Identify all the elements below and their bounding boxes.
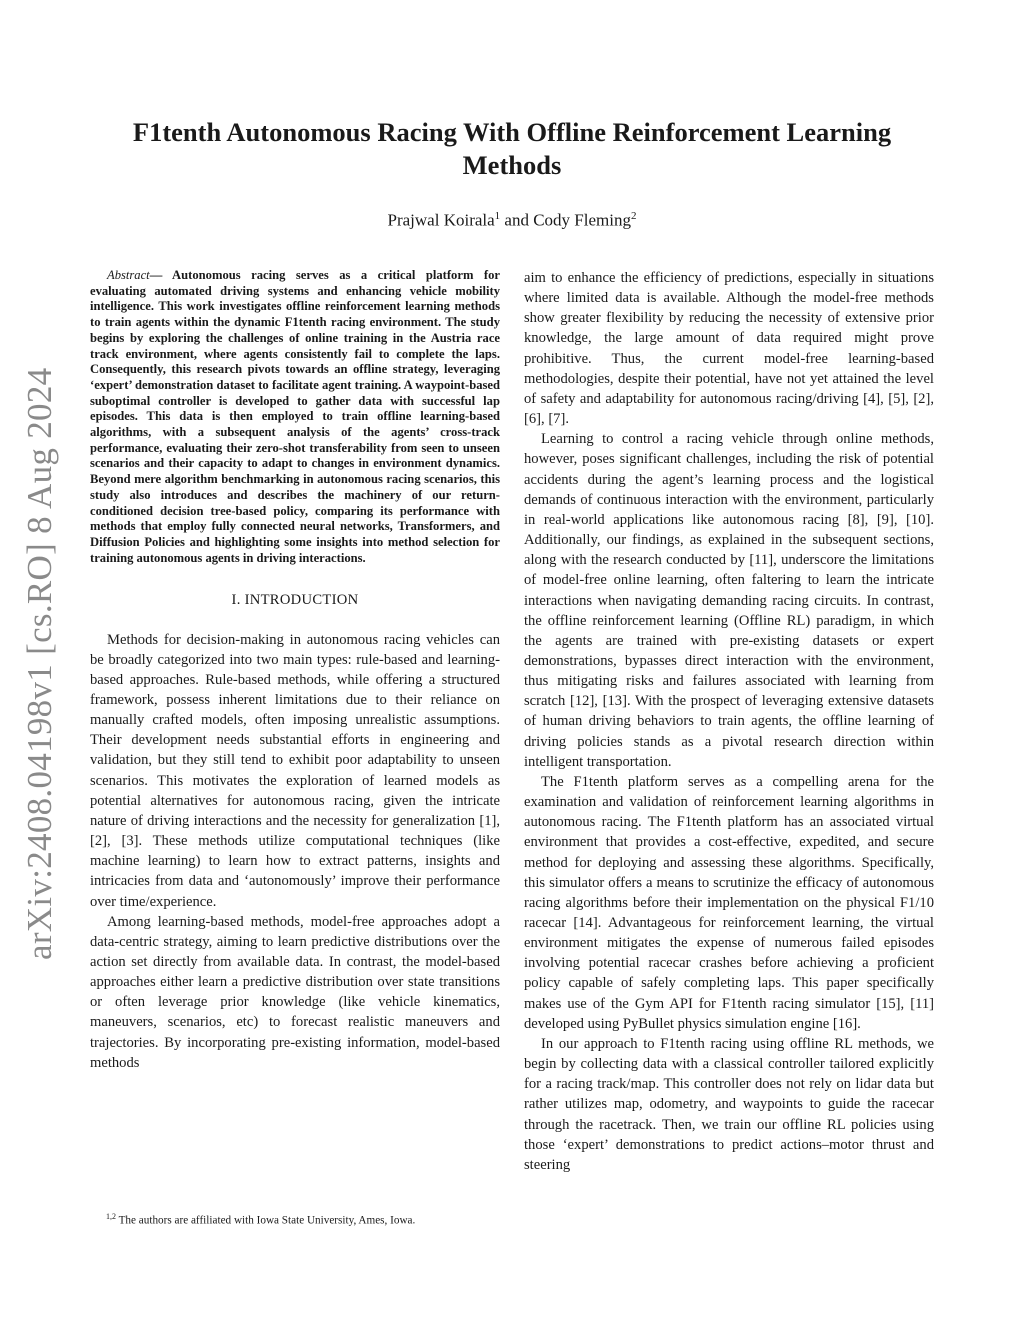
- author-name: Cody Fleming: [533, 210, 631, 230]
- footnote: [106, 1212, 500, 1227]
- paragraph: Methods for decision-making in autonomous racing vehicles can be broadly categorized into two main types: rule-based and learning-based approaches. Rule-based methods, while offering a structured framework, possess inherent limitations due to their reliance on manually crafted models, often imposing unrealistic assumptions. Their development needs substantial efforts in engineering and validation, but they still tend to exhibit poor adaptability to unseen scenarios. This motivates the exploration of learned models as potential alternatives for autonomous racing, given the intricate nature of driving interactions and the necessity for generalization [1], [2], [3]. These methods utilize computational techniques (like machine learning) to learn how to extract patterns, insights and intricacies from data and ‘autonomously’ improve their performance over time/experience.: [90, 631, 500, 910]
- section-heading: I. INTRODUCTION: [231, 592, 359, 609]
- author-joiner: and: [500, 210, 534, 230]
- footnote-text: The authors are affiliated with Iowa State University, Ames, Iowa.: [116, 1214, 416, 1227]
- paragraph: Learning to control a racing vehicle through online methods, however, poses significant challenges, including the risk of potential accidents during the agent’s learning process and the logistical demands of continuous interaction with the environment, particularly in real-world applications like autonomous racing [8], [9], [10]. Additionally, our findings, as explained in the subsequent sections, along with the research conducted by [11], underscore the limitations of model-free online learning, often faltering to learn the intricate interactions when navigating demanding racing circuits. In contrast, the offline reinforcement learning (Offline RL) paradigm, in which the agents are trained with pre-existing datasets or expert demonstrations, bypasses direct interaction with the environment, thus mitigating risks and failures associated with learning from scratch [12], [13]. With the prospect of leveraging extensive datasets of human driving behaviors to train agents, the offline learning of driving policies stands as a pivotal research direction within intelligent transportation.: [524, 431, 934, 770]
- left-column: [90, 268, 500, 1073]
- arxiv-identifier-stamp: arXiv:2408.04198v1 [cs.RO] 8 Aug 2024: [20, 367, 59, 960]
- paragraph: In our approach to F1tenth racing using offline RL methods, we begin by collecting data with a classical controller tailored explicitly for a racing track/map. This controller does not rely on lidar data but rather utilizes map, odometry, and waypoints to guide the racecar through the racetrack. Then, we train our offline RL policies using those ‘expert’ demonstrations to predict actions–motor thrust and steering: [524, 1035, 934, 1173]
- author-line: [100, 210, 924, 231]
- author-affiliation-mark: 2: [630, 210, 637, 222]
- footnote-mark: 1,2: [106, 1212, 116, 1221]
- paragraph: The F1tenth platform serves as a compelling arena for the examination and validation of reinforcement learning algorithms in autonomous racing. The F1tenth platform has an associated virtual environment that provides a cost-effective, expedited, and secure method for deploying and assessing these algorithms. Specifically, this simulator offers a means to scrutinize the efficacy of autonomous racing algorithms before their implementation on the physical F1/10 racecar [14]. Advantageous for reinforcement learning, the virtual environment mitigates the expense of numerous failed episodes involving potential racecar crashes before achieving a proficient policy capable of safely completing laps. This paper specifically makes use of the Gym API for F1tenth racing simulator [15], [11] developed using PyBullet physics simulation engine [16].: [524, 773, 934, 1032]
- abstract-label: Abstract: [107, 268, 150, 282]
- author-name: Prajwal Koirala: [387, 210, 495, 230]
- paper-title: F1tenth Autonomous Racing With Offline Reinforcement Learning Methods: [132, 117, 892, 180]
- right-column: [524, 268, 934, 1175]
- abstract: [90, 268, 500, 566]
- paragraph: aim to enhance the efficiency of predictions, especially in situations where limited data is available. Although the model-free methods show greater flexibility by reducing the necessity of extensive prior knowledge, the large amount of data required might prove prohibitive. Thus, the current model-free learning-based methodologies, despite their potential, have not yet attained the level of safety and adaptability for autonomous racing/driving [4], [5], [2], [6], [7].: [524, 270, 934, 428]
- abstract-text: — Autonomous racing serves as a critical platform for evaluating automated driving systems and enhancing vehicle mobility intelligence. This work investigates offline reinforcement learning methods to train agents within the dynamic F1tenth racing environment. The study begins by exploring the challenges of online training in the Austria race track environment, where agents consistently fail to complete the laps. Consequently, this research pivots towards an offline strategy, leveraging ‘expert’ demonstration dataset to facilitate agent training. A waypoint-based suboptimal controller is developed to gather data with successful lap episodes. This data is then employed to train offline learning-based algorithms, with a subsequent analysis of the agents’ cross-track performance, evaluating their zero-shot transferability from seen to unseen scenarios and their capacity to adapt to changes in environment dynamics. Beyond mere algorithm benchmarking in autonomous racing scenarios, this study also introduces and describes the machinery of our return-conditioned decision tree-based policy, comparing its performance with methods that employ fully connected neural networks, Transformers, and Diffusion Policies and highlighting some insights into method selection for training autonomous agents in driving interactions.: [90, 268, 500, 565]
- author-affiliation-mark: 1: [494, 210, 501, 222]
- paragraph: Among learning-based methods, model-free approaches adopt a data-centric strategy, aiming to learn predictive distributions over the action set directly from available data. In contrast, the model-based approaches either learn a predictive distribution over state transitions or often leverage prior knowledge (like vehicle kinematics, maneuvers, scenarios, etc) to forecast realistic maneuvers and trajectories. By incorporating pre-existing information, model-based methods: [90, 913, 500, 1071]
